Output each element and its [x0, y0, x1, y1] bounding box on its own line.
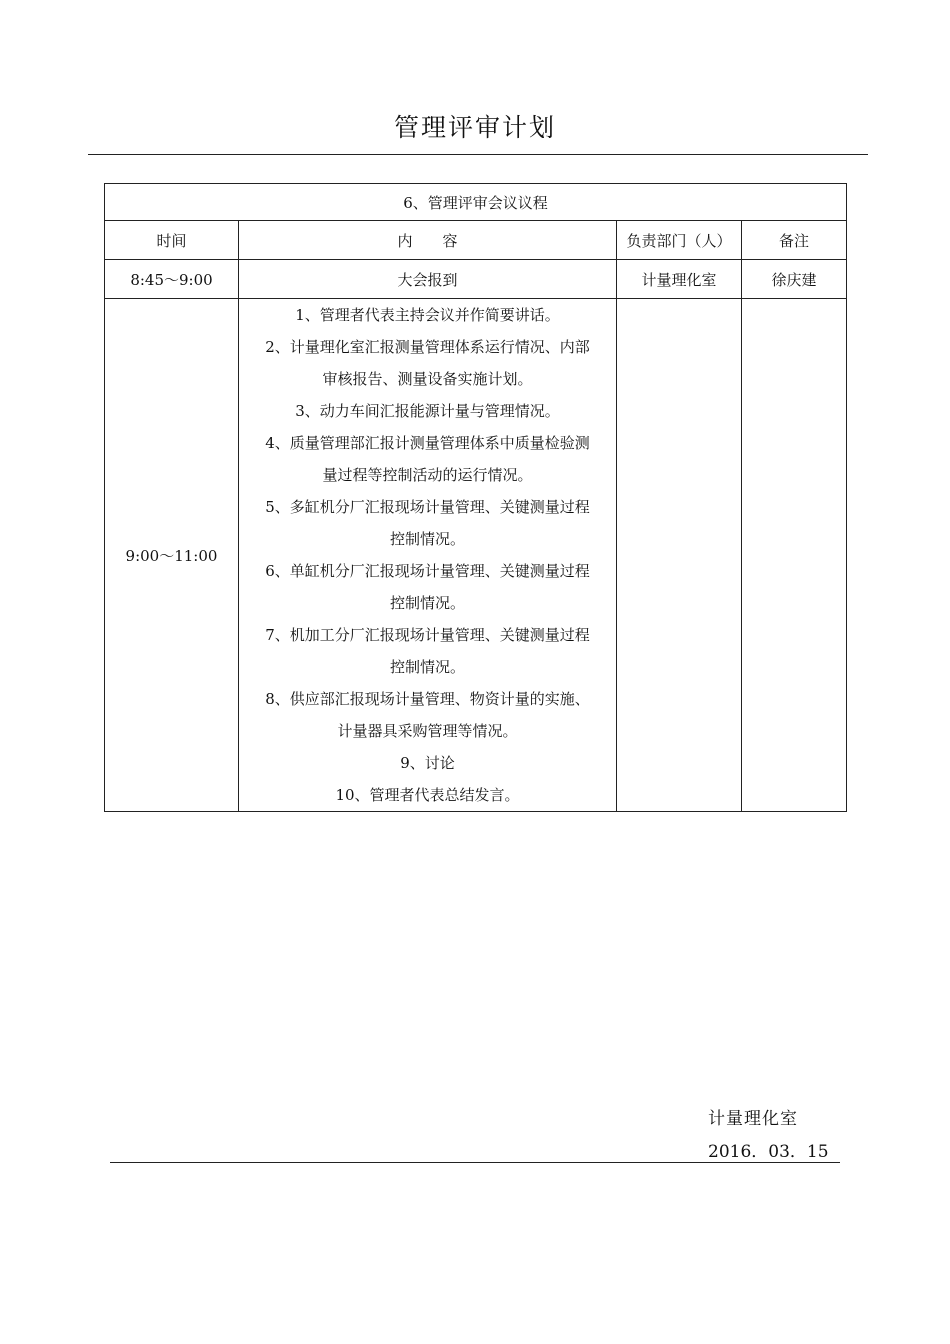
header-department: 负责部门（人） [617, 221, 742, 260]
header-time: 时间 [105, 221, 239, 260]
session-department [617, 299, 742, 812]
section-title: 6、管理评审会议议程 [105, 184, 847, 221]
footer-divider [110, 1162, 840, 1163]
session-remarks [742, 299, 847, 812]
agenda-item: 6、单缸机分厂汇报现场计量管理、关键测量过程 控制情况。 [265, 562, 590, 612]
title-divider [88, 154, 868, 155]
section-title-row [105, 184, 847, 221]
agenda-item: 3、动力车间汇报能源计量与管理情况。 [295, 402, 560, 420]
row-time: 8:45～9:00 [105, 260, 239, 299]
agenda-item: 4、质量管理部汇报计测量管理体系中质量检验测 量过程等控制活动的运行情况。 [265, 434, 590, 484]
agenda-item: 7、机加工分厂汇报现场计量管理、关键测量过程 控制情况。 [265, 626, 590, 676]
agenda-item: 1、管理者代表主持会议并作简要讲话。 [295, 306, 560, 324]
footer-date: 2016．03．15 [708, 1142, 829, 1162]
document-title: 管理评审计划 [393, 113, 556, 142]
session-time: 9:00～11:00 [105, 299, 239, 812]
footer-department: 计量理化室 [708, 1109, 798, 1129]
agenda-item: 5、多缸机分厂汇报现场计量管理、关键测量过程 控制情况。 [265, 498, 590, 548]
row-remarks: 徐庆建 [742, 260, 847, 299]
header-remarks: 备注 [742, 221, 847, 260]
agenda-item: 8、供应部汇报现场计量管理、物资计量的实施、 计量器具采购管理等情况。 [265, 690, 590, 740]
header-row [105, 221, 847, 260]
agenda-table [104, 183, 847, 812]
agenda-item: 10、管理者代表总结发言。 [335, 786, 520, 804]
header-content: 内 容 [239, 221, 617, 260]
table-row [105, 260, 847, 299]
table-row [105, 299, 847, 812]
agenda-item: 9、讨论 [400, 754, 455, 772]
session-items [239, 299, 617, 812]
row-department: 计量理化室 [617, 260, 742, 299]
row-content: 大会报到 [239, 260, 617, 299]
agenda-item: 2、计量理化室汇报测量管理体系运行情况、内部 审核报告、测量设备实施计划。 [265, 338, 590, 388]
